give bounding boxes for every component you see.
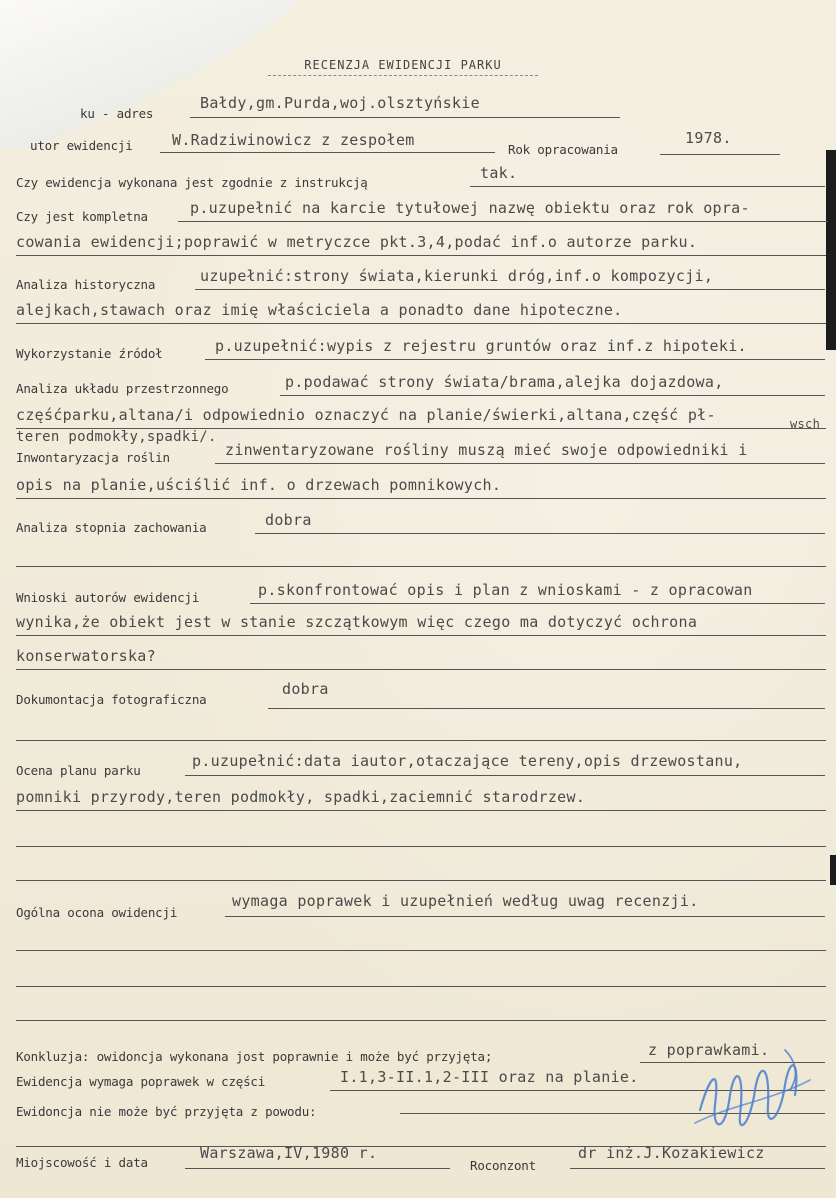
complete-label: Czy jest kompletna — [16, 209, 148, 224]
photo-rule-2 — [16, 740, 826, 741]
complete-value-2: cowania ewidencji;poprawić w metryczce pkt.3,4,podać inf.o autorze parku. — [16, 233, 698, 251]
reviewer-value: dr inż.J.Kozakiewicz — [578, 1144, 765, 1162]
instruction-value: tak. — [480, 164, 518, 182]
conclusions-value-1: p.skonfrontować opis i plan z wnioskami - z opracowan — [258, 581, 753, 599]
conclusions-value-2: wynika,że obiekt jest w stanie szczątkowym więc czego ma dotyczyć ochrona — [16, 613, 698, 631]
instruction-rule — [470, 186, 825, 187]
plan-label: Ocena planu parku — [16, 763, 141, 778]
corrections-label: Ewidencja wymaga poprawek w części — [16, 1074, 266, 1089]
plan-value-1: p.uzupełnić:data iautor,otaczające tereny,opis drzewostanu, — [192, 752, 743, 770]
photo-rule-1 — [268, 708, 825, 709]
plan-value-2: pomniki przyrody,teren podmokły, spadki,zaciemnić starodrzew. — [16, 788, 586, 806]
location-value: Bałdy,gm.Purda,woj.olsztyńskie — [200, 94, 480, 112]
rejected-label: Ewidoncja nie może być przyjęta z powodu: — [16, 1104, 317, 1119]
spatial-value-3: teren podmokły,spadki/. — [16, 429, 217, 445]
complete-rule-1 — [178, 221, 828, 222]
author-rule — [160, 152, 495, 153]
plants-value-1: zinwentaryzowane rośliny muszą mieć swoje odpowiedniki i — [225, 441, 748, 459]
plants-label: Inwontaryzacja roślin — [16, 450, 170, 465]
sources-rule — [205, 359, 825, 360]
author-value: W.Radziwinowicz z zespołem — [172, 131, 415, 149]
spatial-rule-1 — [280, 395, 825, 396]
reviewer-signature — [690, 1035, 820, 1145]
sources-label: Wykorzystanie źródoł — [16, 346, 163, 361]
plan-rule-2 — [16, 810, 826, 811]
author-label: utor ewidencji — [30, 138, 133, 153]
history-rule-2 — [16, 323, 826, 324]
complete-rule-2 — [16, 255, 826, 256]
year-rule — [660, 154, 780, 155]
corrections-value: I.1,3-II.1,2-III oraz na planie. — [340, 1068, 639, 1086]
photo-value: dobra — [282, 680, 329, 698]
preservation-label: Analiza stopnia zachowania — [16, 520, 207, 535]
plan-rule-3 — [16, 846, 826, 847]
conclusions-rule-2 — [16, 635, 826, 636]
instruction-label: Czy ewidencja wykonana jest zgodnie z instrukcją — [16, 175, 368, 190]
year-value: 1978. — [685, 129, 732, 147]
history-label: Analiza historyczna — [16, 277, 156, 292]
overall-rule-1 — [225, 916, 825, 917]
plan-rule-1 — [185, 775, 825, 776]
photo-label: Dokumontacja fotograficzna — [16, 692, 207, 707]
preservation-value: dobra — [265, 511, 312, 529]
conclusions-rule-1 — [250, 603, 825, 604]
plan-rule-4 — [16, 880, 826, 881]
spatial-value-1: p.podawać strony świata/brama,alejka dojazdowa, — [285, 373, 724, 391]
plants-rule-1 — [215, 463, 825, 464]
history-rule-1 — [195, 289, 825, 290]
document-title: RECENZJA EWIDENCJI PARKU — [268, 58, 538, 76]
overall-value: wymaga poprawek i uzupełnień według uwag recenzji. — [232, 892, 699, 910]
year-label: Rok opracowania — [508, 142, 618, 157]
overall-rule-4 — [16, 1020, 826, 1021]
spatial-label: Analiza układu przestrzonnego — [16, 381, 229, 396]
location-label: ku - adres — [80, 106, 154, 121]
sources-value: p.uzupełnić:wypis z rejestru gruntów oraz inf.z hipoteki. — [215, 337, 747, 355]
conclusions-value-3: konserwatorska? — [16, 647, 156, 665]
reviewer-label: Roconzont — [470, 1158, 536, 1173]
reviewer-rule — [570, 1168, 825, 1169]
preservation-rule-2 — [16, 566, 826, 567]
overall-rule-2 — [16, 950, 826, 951]
conclusions-label: Wnioski autorów ewidencji — [16, 590, 200, 605]
preservation-rule-1 — [255, 533, 825, 534]
place-label: Miojscowość i data — [16, 1155, 148, 1170]
conclusion-value: z poprawkami. — [648, 1041, 770, 1059]
location-rule — [190, 117, 620, 118]
overall-label: Ogólna ocona owidencji — [16, 905, 178, 920]
complete-value-1: p.uzupełnić na karcie tytułowej nazwę obiektu oraz rok opra- — [190, 199, 750, 217]
history-value-1: uzupełnić:strony świata,kierunki dróg,inf.o kompozycji, — [200, 267, 714, 285]
plants-rule-2 — [16, 498, 826, 499]
history-value-2: alejkach,stawach oraz imię właściciela a ponadto dane hipoteczne. — [16, 301, 623, 319]
conclusion-label: Konkluzja: owidoncja wykonana jost poprawnie i może być przyjęta; — [16, 1049, 493, 1064]
scan-edge-shadow-lower — [830, 855, 836, 885]
spatial-value-overflow: wsch — [790, 417, 821, 431]
plants-value-2: opis na planie,uściślić inf. o drzewach pomnikowych. — [16, 476, 502, 494]
place-rule — [185, 1168, 450, 1169]
folded-paper-corner — [0, 0, 300, 150]
conclusions-rule-3 — [16, 669, 826, 670]
scan-edge-shadow — [826, 150, 836, 350]
overall-rule-3 — [16, 986, 826, 987]
spatial-value-2: częśćparku,altana/i odpowiednio oznaczyć na planie/świerki,altana,część pł- — [16, 406, 716, 424]
place-value: Warszawa,IV,1980 r. — [200, 1144, 378, 1162]
